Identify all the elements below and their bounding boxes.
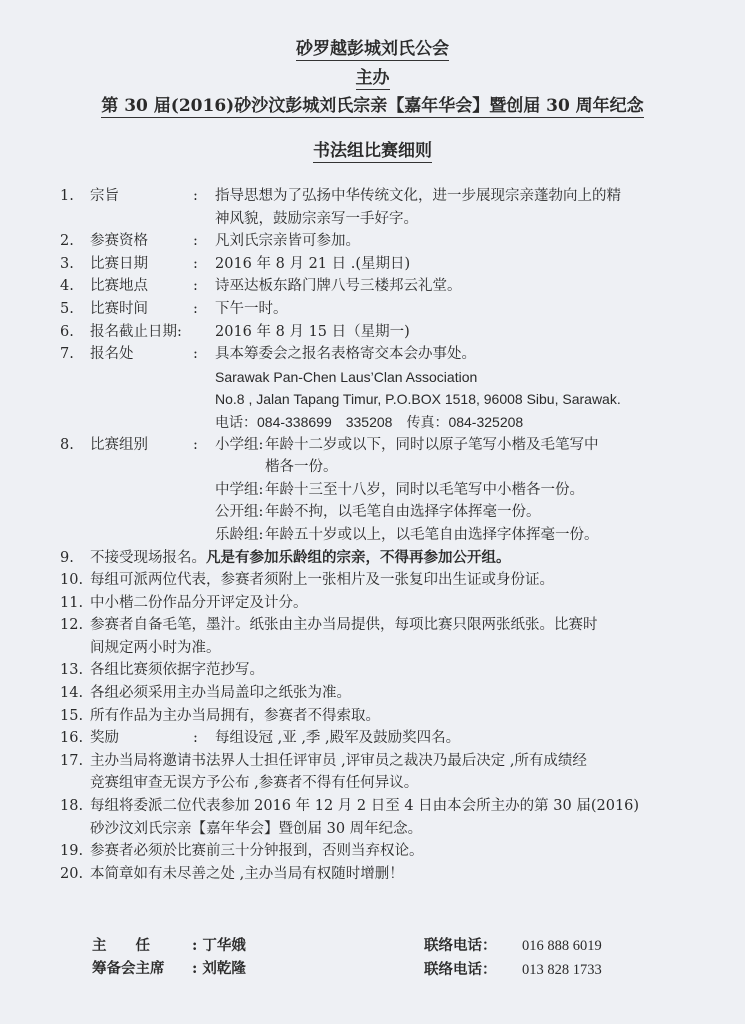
list-item bbox=[60, 727, 680, 750]
item-content: 下午一时。 bbox=[215, 300, 288, 317]
content-line: 竞赛组审查无误方予公布 ,参赛者不得有任何异议。 bbox=[90, 775, 419, 792]
item-colon: : bbox=[193, 300, 198, 317]
item-content bbox=[90, 547, 680, 570]
content-line: 参赛者自备毛笔，墨汁。纸张由主办当局提供，每项比赛只限两张纸张。比赛时 bbox=[90, 617, 598, 634]
rule-text: 不接受现场报名。 bbox=[90, 549, 206, 566]
group-name: 公开组: bbox=[215, 504, 264, 521]
list-item bbox=[60, 343, 680, 433]
item-content bbox=[90, 614, 680, 659]
list-item bbox=[60, 750, 680, 795]
item-colon: : bbox=[193, 436, 198, 453]
item-content: 参赛者必须於比赛前三十分钟报到，否则当弃权论。 bbox=[90, 843, 424, 860]
list-item bbox=[60, 298, 680, 321]
list-item bbox=[60, 840, 680, 863]
item-number: 1. bbox=[60, 188, 74, 204]
group-name: 小学组: bbox=[215, 436, 264, 453]
item-content: 诗巫达板东路门牌八号三楼邦云礼堂。 bbox=[215, 278, 462, 295]
phone-label: 联络电话： bbox=[424, 961, 497, 978]
content-line: 砂沙汶刘氏宗亲【嘉年华会】暨创届 30 周年纪念。 bbox=[90, 820, 423, 837]
item-label: 比赛地点 bbox=[90, 278, 148, 295]
contact-colon: : bbox=[192, 937, 198, 954]
contact-phones bbox=[424, 934, 602, 982]
document-title: 书法组比赛细则 bbox=[313, 141, 432, 161]
list-item bbox=[60, 434, 680, 547]
list-item bbox=[60, 321, 680, 344]
content-line: 间规定两小时为准。 bbox=[90, 639, 221, 656]
group-primary bbox=[215, 434, 680, 479]
item-content: 各组比赛须依据字范抄写。 bbox=[90, 662, 264, 679]
item-label: 比赛组别 bbox=[90, 436, 148, 453]
item-number: 12. bbox=[60, 617, 84, 634]
item-number: 10. bbox=[60, 572, 84, 589]
group-name: 中学组: bbox=[215, 481, 264, 498]
item-content: 中小楷二份作品分开评定及计分。 bbox=[90, 594, 308, 611]
item-content: 凡刘氏宗亲皆可参加。 bbox=[215, 233, 360, 250]
group-open bbox=[215, 501, 680, 524]
item-number: 14. bbox=[60, 685, 84, 702]
group-list bbox=[215, 434, 680, 547]
list-item bbox=[60, 253, 680, 276]
contact-roles bbox=[92, 934, 246, 980]
contact-chair bbox=[92, 934, 246, 957]
contact-name: 丁华娥 bbox=[202, 937, 246, 954]
item-label: 比赛时间 bbox=[90, 300, 148, 317]
item-colon: : bbox=[193, 730, 198, 747]
phone-number: 016 888 6019 bbox=[522, 938, 602, 954]
content-line: 具本筹委会之报名表格寄交本会办事处。 bbox=[215, 346, 476, 363]
item-number: 2. bbox=[60, 233, 74, 250]
item-colon: : bbox=[193, 255, 198, 272]
list-item bbox=[60, 705, 680, 728]
content-line: 每组将委派二位代表参加 2016 年 12 月 2 日至 4 日由本会所主办的第 30 届(2016) bbox=[90, 798, 640, 815]
group-senior bbox=[215, 524, 680, 547]
event-title: 第 30 届(2016)砂沙汶彭城刘氏宗亲【嘉年华会】暨创届 30 周年纪念 bbox=[101, 96, 644, 116]
item-number: 20. bbox=[60, 865, 84, 882]
group-desc: 年龄十二岁或以下，同时以原子笔写小楷及毛笔写中 bbox=[265, 436, 599, 453]
item-label: 参赛资格 bbox=[90, 233, 148, 250]
item-colon: : bbox=[193, 188, 198, 204]
item-number: 18. bbox=[60, 798, 84, 815]
list-item bbox=[60, 547, 680, 570]
item-number: 6. bbox=[60, 323, 74, 340]
phone-number: 013 828 1733 bbox=[522, 962, 602, 978]
item-label: 报名截止日期: bbox=[90, 323, 182, 340]
contact-phone-row bbox=[424, 934, 602, 958]
association-phone: 电话：084-338699 335208 传真：084-325208 bbox=[215, 413, 524, 430]
item-number: 13. bbox=[60, 662, 84, 679]
item-label: 比赛日期 bbox=[90, 255, 148, 272]
item-colon: : bbox=[193, 278, 198, 295]
item-number: 16. bbox=[60, 730, 84, 747]
content-line: 神风貌，鼓励宗亲写一手好字。 bbox=[215, 210, 418, 227]
item-number: 4. bbox=[60, 278, 74, 295]
item-content: 2016 年 8 月 21 日 .(星期日) bbox=[215, 255, 411, 272]
item-label: 报名处 bbox=[90, 346, 134, 363]
host-label: 主办 bbox=[355, 68, 390, 88]
list-item bbox=[60, 659, 680, 682]
list-item bbox=[60, 863, 680, 886]
item-content bbox=[90, 750, 680, 795]
list-item bbox=[60, 682, 680, 705]
item-content: 各组必须采用主办当局盖印之纸张为准。 bbox=[90, 685, 351, 702]
group-desc: 年龄不拘，以毛笔自由选择字体挥毫一份。 bbox=[265, 504, 541, 521]
item-content: 2016 年 8 月 15 日（星期一) bbox=[215, 323, 410, 340]
group-desc: 楷各一份。 bbox=[265, 459, 338, 476]
item-content: 每组可派两位代表，参赛者须附上一张相片及一张复印出生证或身份证。 bbox=[90, 572, 554, 589]
group-desc: 年龄五十岁或以上，以毛笔自由选择字体挥毫一份。 bbox=[265, 526, 599, 543]
item-number: 15. bbox=[60, 707, 84, 724]
item-number: 17. bbox=[60, 752, 84, 769]
association-name: Sarawak Pan-Chen Laus’Clan Association bbox=[215, 368, 478, 385]
contact-colon: : bbox=[192, 960, 198, 977]
rules-list bbox=[60, 185, 680, 885]
organizer-title: 砂罗越彭城刘氏公会 bbox=[296, 39, 449, 59]
list-item bbox=[60, 592, 680, 615]
item-number: 3. bbox=[60, 255, 74, 272]
association-address: No.8 , Jalan Tapang Timur, P.O.BOX 1518, 96008 Sibu, Sarawak. bbox=[215, 391, 621, 408]
item-number: 19. bbox=[60, 843, 84, 860]
list-item bbox=[60, 795, 680, 840]
list-item bbox=[60, 185, 680, 230]
contact-committee-chair bbox=[92, 957, 246, 980]
contact-phone-row bbox=[424, 958, 602, 982]
group-name: 乐龄组: bbox=[215, 526, 264, 543]
group-desc: 年龄十三至十八岁，同时以毛笔写中小楷各一份。 bbox=[265, 481, 584, 498]
contact-role: 主 任 bbox=[92, 937, 150, 954]
phone-label: 联络电话： bbox=[424, 937, 497, 954]
item-content bbox=[90, 795, 680, 840]
item-label: 奖励 bbox=[90, 730, 119, 747]
content-line: 指导思想为了弘扬中华传统文化，进一步展现宗亲蓬勃向上的精 bbox=[215, 188, 621, 204]
item-number: 9. bbox=[60, 549, 74, 566]
item-content: 每组设冠 ,亚 ,季 ,殿军及鼓励奖四名。 bbox=[215, 730, 461, 747]
item-colon: : bbox=[193, 346, 198, 363]
list-item bbox=[60, 275, 680, 298]
item-content: 所有作品为主办当局拥有，参赛者不得索取。 bbox=[90, 707, 380, 724]
rule-bold-text: 凡是有参加乐龄组的宗亲，不得再参加公开组。 bbox=[206, 548, 511, 566]
content-line: 主办当局将邀请书法界人士担任评审员 ,评审员之裁决乃最后决定 ,所有成绩经 bbox=[90, 752, 587, 769]
contact-role: 筹备会主席 bbox=[92, 960, 165, 977]
item-content: 本简章如有未尽善之处 ,主办当局有权随时增删！ bbox=[90, 865, 404, 882]
group-secondary bbox=[215, 479, 680, 502]
item-number: 7. bbox=[60, 346, 74, 363]
item-number: 5. bbox=[60, 300, 74, 317]
item-content bbox=[215, 185, 680, 230]
item-label: 宗旨 bbox=[90, 188, 119, 204]
item-colon: : bbox=[193, 233, 198, 250]
contact-name: 刘乾隆 bbox=[202, 960, 246, 977]
list-item bbox=[60, 614, 680, 659]
list-item bbox=[60, 569, 680, 592]
item-number: 8. bbox=[60, 436, 74, 453]
list-item bbox=[60, 230, 680, 253]
item-number: 11. bbox=[60, 594, 84, 611]
item-content bbox=[215, 343, 680, 433]
